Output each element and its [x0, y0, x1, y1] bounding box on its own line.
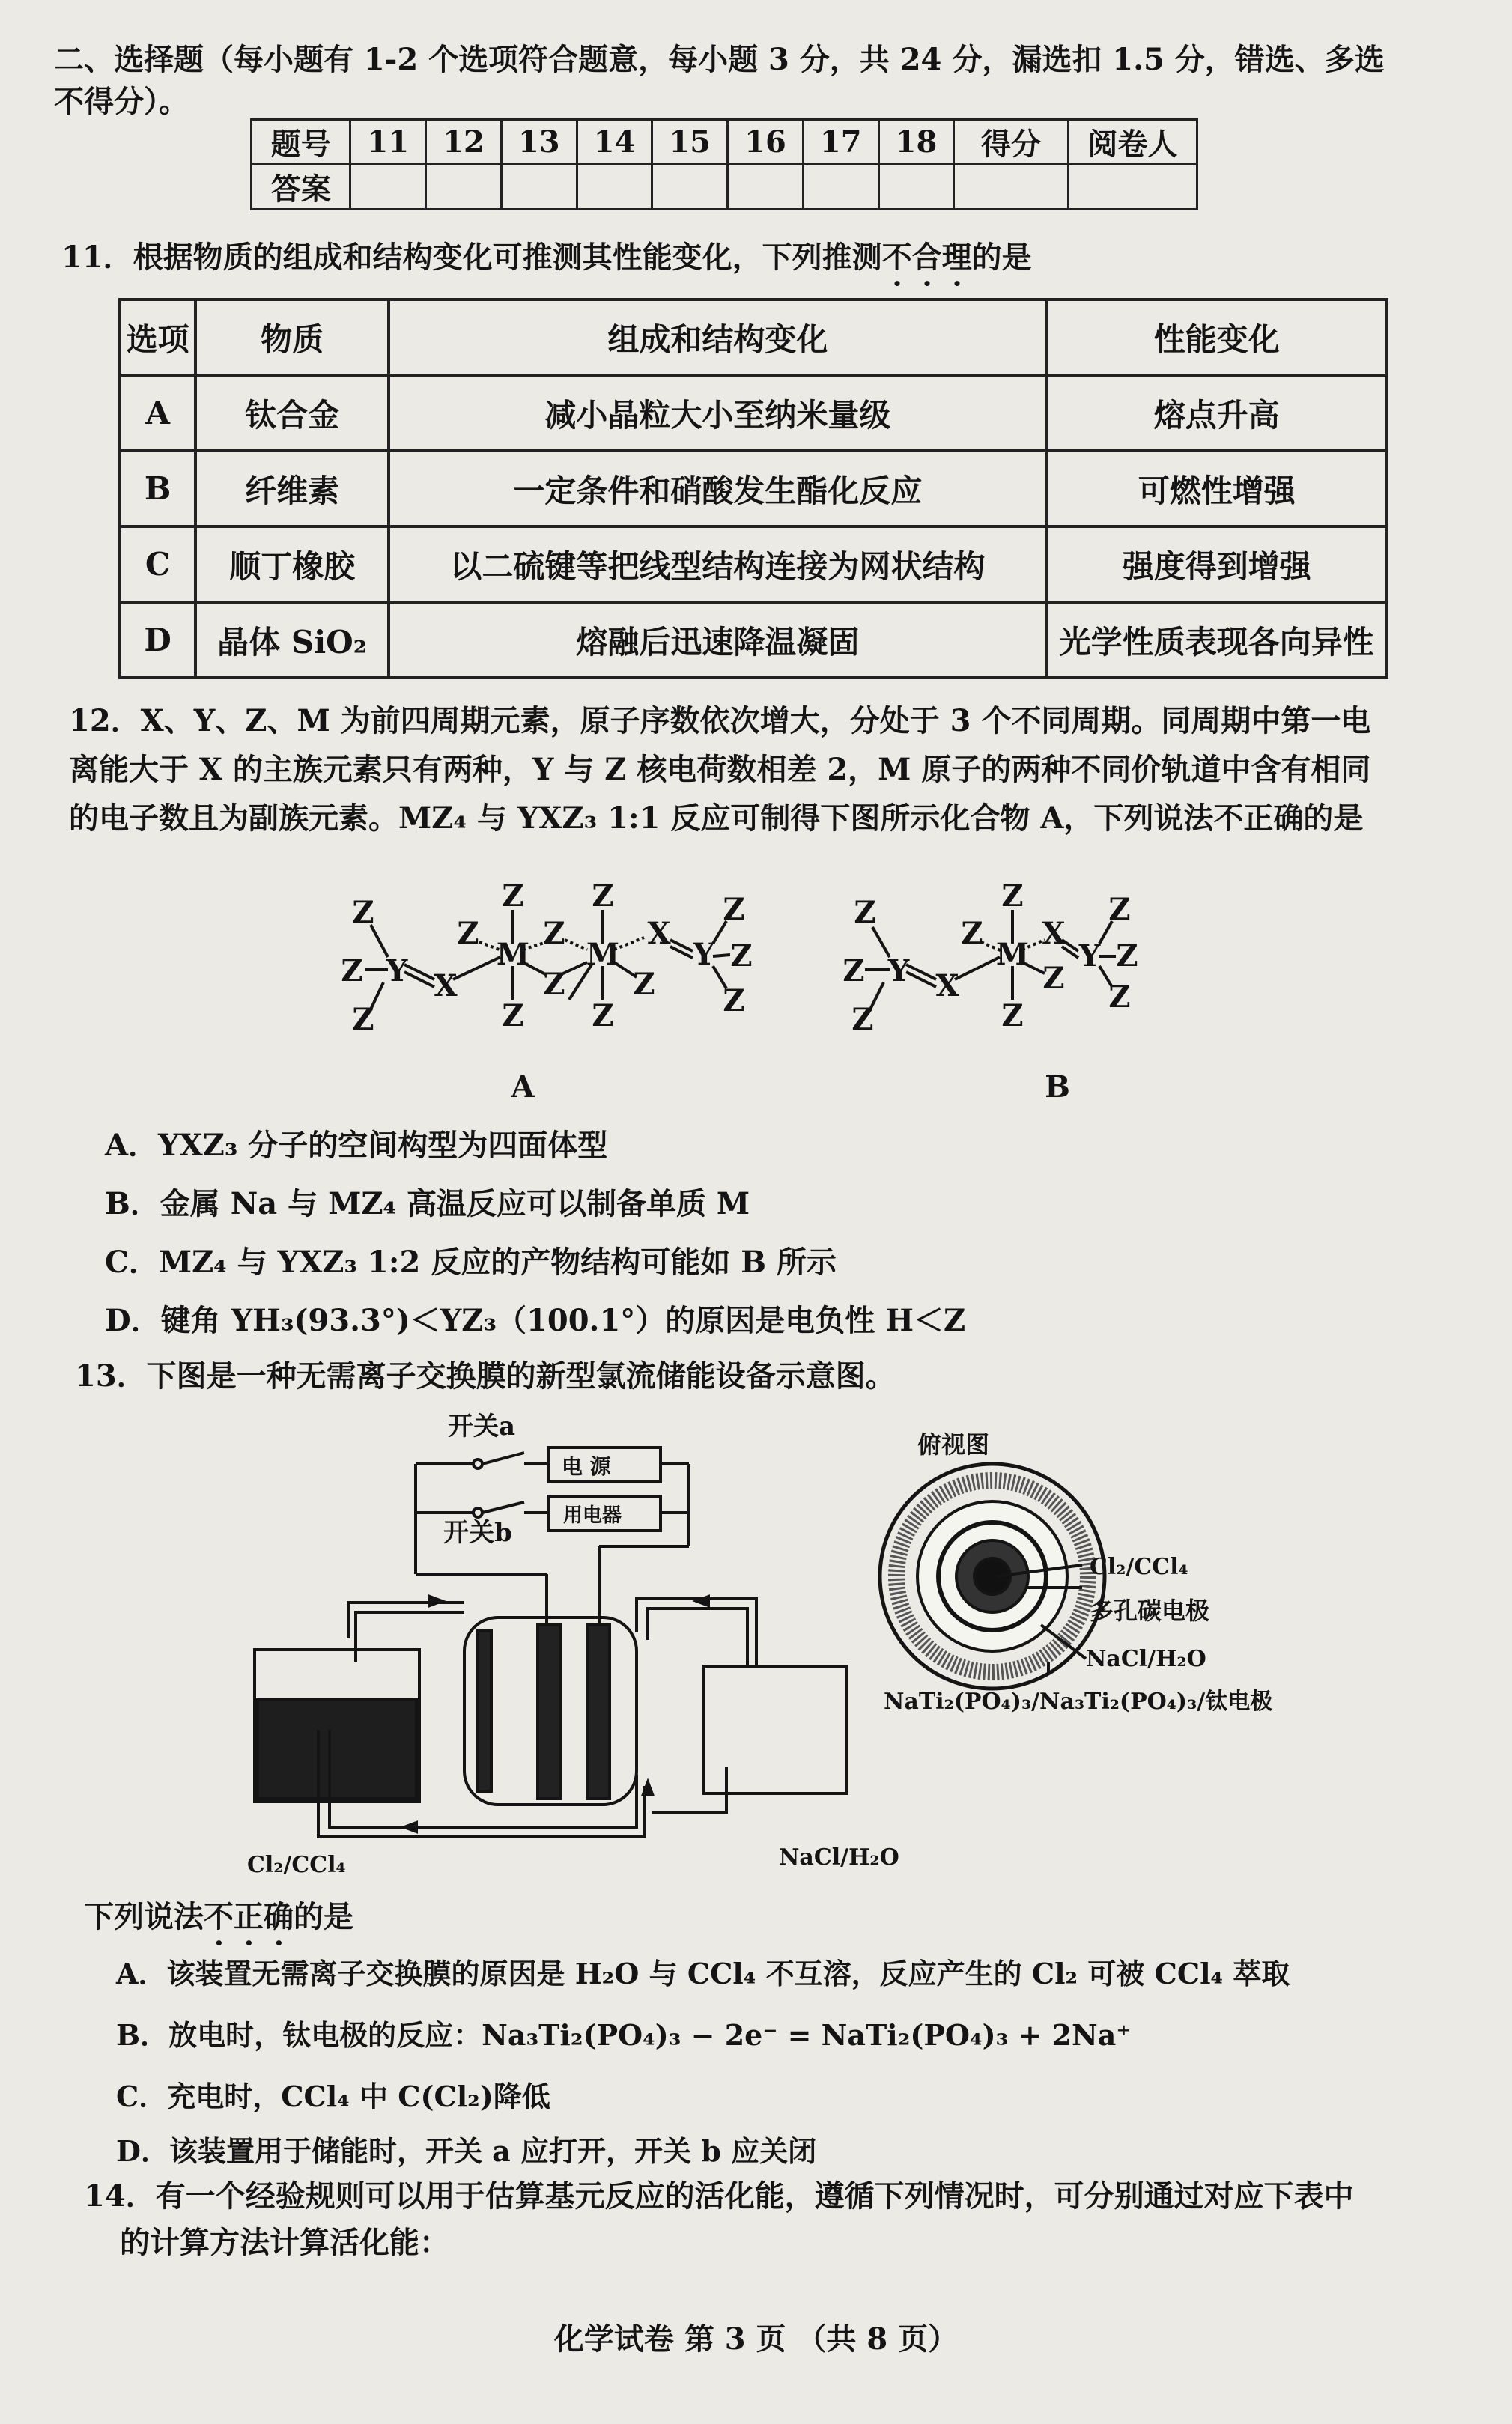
atom-label: Z [592, 878, 614, 914]
table-row [120, 602, 1387, 678]
q11-cell: A [120, 375, 195, 451]
q11-emphasis: 不合理 [881, 240, 972, 275]
atom-label: Y [693, 937, 715, 972]
q11-cell: 钛合金 [195, 375, 389, 451]
answer-cell[interactable] [350, 165, 426, 210]
q11-col-header: 性能变化 [1047, 300, 1387, 375]
answer-table-header: 13 [501, 120, 577, 165]
q11-col-header: 组成和结构变化 [389, 300, 1047, 375]
atom-label: Z [352, 1002, 374, 1037]
answer-cell[interactable] [426, 165, 502, 210]
atom-label: Z [543, 916, 565, 951]
atom-label: X [647, 916, 671, 951]
table-row [120, 451, 1387, 526]
atom-label: Z [730, 938, 753, 973]
answer-cell[interactable] [652, 165, 728, 210]
q12-option-a[interactable]: A．YXZ₃ 分子的空间构型为四面体型 [105, 1128, 608, 1163]
q11-cell: B [120, 451, 195, 526]
atom-label: Z [341, 953, 363, 988]
atom-label: Z [723, 983, 745, 1018]
q11-cell: D [120, 602, 195, 678]
q11-cell: 熔融后迅速降温凝固 [389, 602, 1047, 678]
q13-option-c[interactable]: C．充电时，CCl₄ 中 C(Cl₂)降低 [116, 2080, 550, 2113]
atom-label: Y [386, 953, 408, 988]
cl2-label: Cl₂/CCl₄ [1090, 1554, 1188, 1580]
atom-label: Z [592, 998, 614, 1033]
page-footer: 化学试卷 第 3 页 （共 8 页） [553, 2321, 959, 2357]
atom-label: Z [1001, 998, 1024, 1033]
switch-b-label: 开关b [443, 1518, 512, 1548]
atom-label: Z [961, 916, 983, 951]
q11-cell: 可燃性增强 [1047, 451, 1387, 526]
q11-col-header: 物质 [195, 300, 389, 375]
atom-label: Z [502, 878, 524, 914]
appliance-label: 用电器 [563, 1504, 622, 1527]
atom-label: Z [1108, 892, 1131, 927]
q12-option-d[interactable]: D．键角 YH₃(93.3°)＜YZ₃（100.1°）的原因是电负性 H＜Z [105, 1303, 966, 1338]
atom-label: Z [854, 895, 876, 930]
score-cell[interactable] [954, 165, 1068, 210]
atom-label: X [935, 968, 959, 1003]
q11-cell: 一定条件和硝酸发生酯化反应 [389, 451, 1047, 526]
answer-table [250, 118, 1198, 210]
atom-label: Z [457, 916, 479, 951]
answer-table-header: 18 [878, 120, 954, 165]
atom-label: Z [633, 967, 655, 1002]
atom-label: Z [1116, 938, 1138, 973]
answer-table-header: 17 [803, 120, 878, 165]
answer-table-header: 题号 [252, 120, 350, 165]
atom-label: M [995, 937, 1030, 972]
answer-row-label: 答案 [252, 165, 350, 210]
atom-label: M [586, 937, 620, 972]
q11-cell: 纤维素 [195, 451, 389, 526]
q11-cell: 减小晶粒大小至纳米量级 [389, 375, 1047, 451]
q12-option-c[interactable]: C．MZ₄ 与 YXZ₃ 1:2 反应的产物结构可能如 B 所示 [105, 1245, 837, 1280]
atom-label: Z [1108, 979, 1131, 1015]
q12-line3: 的电子数且为副族元素。MZ₄ 与 YXZ₃ 1:1 反应可制得下图所示化合物 A，下列说法不正确的是 [69, 801, 1364, 836]
q14-line1: 14．有一个经验规则可以用于估算基元反应的活化能，遵循下列情况时，可分别通过对应下表中 [84, 2178, 1354, 2214]
section-header-line2: 不得分）。 [54, 84, 189, 119]
q12-line1: 12．X、Y、Z、M 为前四周期元素，原子序数依次增大，分处于 3 个不同周期。同周期中第一电 [69, 703, 1371, 738]
q11-cell: 晶体 SiO₂ [195, 602, 389, 678]
ti-electrode-label: NaTi₂(PO₄)₃/Na₃Ti₂(PO₄)₃/钛电极 [884, 1689, 1273, 1715]
switch-a-label: 开关a [448, 1412, 516, 1442]
answer-table-header: 16 [728, 120, 804, 165]
q11-cell: C [120, 526, 195, 602]
answer-table-header: 得分 [954, 120, 1068, 165]
q11-cell: 光学性质表现各向异性 [1047, 602, 1387, 678]
q13-option-a[interactable]: A．该装置无需离子交换膜的原因是 H₂O 与 CCl₄ 不互溶，反应产生的 Cl₂ 可被 CCl₄ 萃取 [116, 1957, 1290, 1990]
q11-cell: 以二硫键等把线型结构连接为网状结构 [389, 526, 1047, 602]
q12-line2: 离能大于 X 的主族元素只有两种，Y 与 Z 核电荷数相差 2，M 原子的两种不同价轨道中含有相同 [69, 752, 1371, 787]
answer-cell[interactable] [577, 165, 652, 210]
answer-cell[interactable] [878, 165, 954, 210]
structure-label-b: B [1045, 1069, 1070, 1105]
answer-table-header: 阅卷人 [1068, 120, 1197, 165]
q13-emphasis: 不正确 [204, 1899, 294, 1934]
answer-table-header: 11 [350, 120, 426, 165]
top-view-label: 俯视图 [917, 1430, 990, 1459]
q13-option-b[interactable]: B．放电时，钛电极的反应：Na₃Ti₂(PO₄)₃ − 2e⁻ = NaTi₂(PO₄)₃ + 2Na⁺ [116, 2018, 1132, 2052]
atom-label: Y [887, 953, 910, 988]
grader-cell[interactable] [1068, 165, 1197, 210]
flow-battery-diagram [240, 1408, 1288, 1887]
structure-diagram [330, 869, 1273, 1123]
q11-cell: 顺丁橡胶 [195, 526, 389, 602]
answer-table-header: 15 [652, 120, 728, 165]
atom-label: X [1042, 916, 1066, 951]
atom-label: M [496, 937, 530, 972]
table-row [120, 526, 1387, 602]
q11-table [118, 298, 1388, 679]
answer-cell[interactable] [728, 165, 804, 210]
atom-label: Y [1078, 938, 1101, 973]
answer-table-header: 12 [426, 120, 502, 165]
atom-label: Z [1042, 961, 1065, 996]
table-row [120, 375, 1387, 451]
atom-label: Z [1001, 878, 1024, 914]
q11-cell: 强度得到增强 [1047, 526, 1387, 602]
atom-label: Z [851, 1002, 874, 1037]
q12-option-b[interactable]: B．金属 Na 与 MZ₄ 高温反应可以制备单质 M [105, 1186, 750, 1221]
answer-table-header: 14 [577, 120, 652, 165]
power-label: 电 源 [562, 1454, 611, 1479]
atom-label: Z [842, 953, 865, 988]
carbon-electrode-label: 多孔碳电极 [1090, 1597, 1210, 1625]
answer-cell[interactable] [501, 165, 577, 210]
atom-label: Z [352, 895, 374, 930]
q13-stem: 13．下图是一种无需离子交换膜的新型氯流储能设备示意图。 [75, 1358, 896, 1394]
section-header-line1: 二、选择题（每小题有 1-2 个选项符合题意，每小题 3 分，共 24 分，漏选扣 1.5 分，错选、多选 [54, 42, 1385, 77]
nacl-label: NaCl/H₂O [1086, 1646, 1206, 1672]
atom-label: Z [543, 967, 565, 1002]
answer-cell[interactable] [803, 165, 878, 210]
q11-stem: 11．根据物质的组成和结构变化可推测其性能变化，下列推测不合理的是 [61, 240, 1032, 275]
right-tank-label: NaCl/H₂O [779, 1844, 899, 1871]
structure-label-a: A [511, 1069, 535, 1105]
atom-label: X [434, 968, 458, 1003]
q11-col-header: 选项 [120, 300, 195, 375]
left-tank-label: Cl₂/CCl₄ [247, 1852, 346, 1878]
atom-label: Z [723, 892, 745, 927]
q14-line2: 的计算方法计算活化能： [120, 2225, 449, 2260]
atom-label: Z [502, 998, 524, 1033]
q13-sub-stem: 下列说法不正确的是 [84, 1899, 353, 1934]
q11-cell: 熔点升高 [1047, 375, 1387, 451]
q13-option-d[interactable]: D．该装置用于储能时，开关 a 应打开，开关 b 应关闭 [116, 2134, 817, 2168]
